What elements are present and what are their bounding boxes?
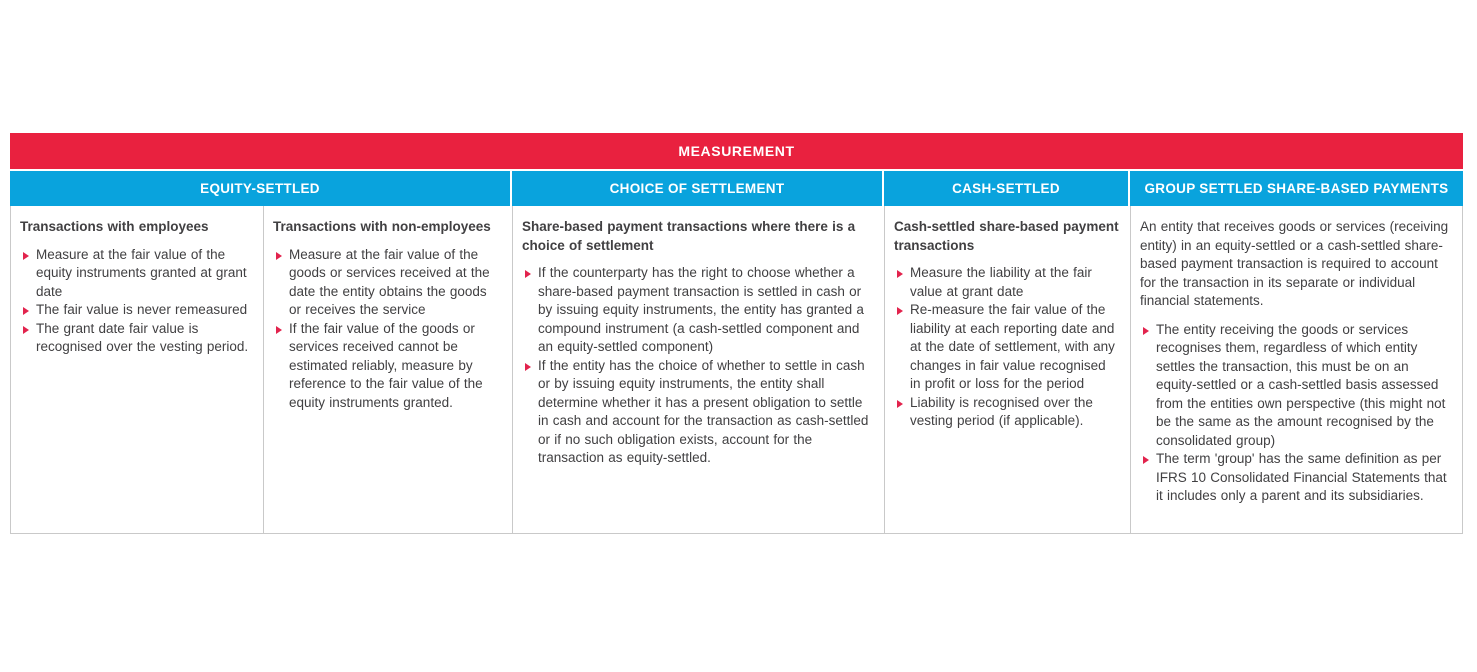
- bullet-triangle-icon: [23, 307, 29, 315]
- bullet-text: Measure at the fair value of the goods or services received at the date the entity obtains the goods or receives the service: [289, 246, 490, 317]
- list-item: [894, 301, 1120, 394]
- bullet-text: The term 'group' has the same definition as per IFRS 10 Consolidated Financial Statements that it includes only a parent and its subsidiaries.: [1156, 451, 1447, 503]
- header-label: CASH-SETTLED: [952, 181, 1060, 196]
- header-label: GROUP SETTLED SHARE-BASED PAYMENTS: [1144, 181, 1449, 196]
- bullet-triangle-icon: [23, 326, 29, 334]
- header-cell-equity-settled: [10, 171, 512, 206]
- list-item: [20, 246, 253, 302]
- bullet-triangle-icon: [897, 307, 903, 315]
- bullet-text: If the entity has the choice of whether to settle in cash or by issuing equity instruments, the entity shall determine whether it has a present obligation to settle in cash and account for the transaction as cash-settled or if no such obligation exists, account for the transaction as equity-settled.: [538, 357, 869, 465]
- cell-heading: Cash-settled share-based payment transactions: [894, 219, 1119, 253]
- bullet-text: If the fair value of the goods or services received cannot be estimated reliably, measure by reference to the fair value of the equity instruments granted.: [289, 320, 483, 410]
- bullet-text: Measure at the fair value of the equity instruments granted at grant date: [36, 246, 247, 299]
- bullet-text: Liability is recognised over the vesting period (if applicable).: [910, 394, 1093, 428]
- bullet-text: Re-measure the fair value of the liability at each reporting date and at the date of settlement, with any changes in fair value recognised in profit or loss for the period: [910, 302, 1115, 391]
- bullet-triangle-icon: [525, 270, 531, 278]
- list-item: [20, 301, 253, 320]
- bullet-text: The entity receiving the goods or services recognises them, regardless of which entity settles the transaction, this must be on an equity-settled or a cash-settled basis assessed from the entities own perspective (this might not be the same as the amount recognised by the consolidated group): [1156, 321, 1446, 448]
- bullet-text: Measure the liability at the fair value at grant date: [910, 265, 1092, 299]
- cell-heading: Transactions with employees: [20, 219, 209, 234]
- header-cell-group-settled: [1130, 171, 1463, 206]
- header-label: EQUITY-SETTLED: [200, 181, 320, 196]
- bullet-triangle-icon: [525, 363, 531, 371]
- category-header-row: [10, 171, 1463, 206]
- cell-group-settled: [1130, 206, 1463, 533]
- bullet-text: The grant date fair value is recognised over the vesting period.: [36, 320, 249, 354]
- cell-transactions-with-employees: [10, 206, 263, 533]
- measurement-title: MEASUREMENT: [678, 143, 795, 159]
- cell-cash-settled: [884, 206, 1130, 533]
- bullet-triangle-icon: [1143, 456, 1149, 464]
- list-item: [894, 264, 1120, 301]
- cell-choice-of-settlement: [512, 206, 884, 533]
- cell-transactions-with-non-employees: [263, 206, 512, 533]
- bullet-text: The fair value is never remeasured: [36, 302, 248, 317]
- measurement-header-bar: [10, 133, 1463, 169]
- list-item: [522, 357, 874, 468]
- list-item: [273, 246, 502, 320]
- bullet-triangle-icon: [276, 252, 282, 260]
- bullet-triangle-icon: [897, 270, 903, 278]
- bullet-triangle-icon: [276, 326, 282, 334]
- list-item: [20, 320, 253, 357]
- cell-heading: Share-based payment transactions where there is a choice of settlement: [522, 219, 856, 253]
- bullet-triangle-icon: [1143, 327, 1149, 335]
- header-cell-choice-of-settlement: [512, 171, 884, 206]
- header-label: CHOICE OF SETTLEMENT: [609, 181, 785, 196]
- list-item: [1140, 450, 1452, 506]
- list-item: [273, 320, 502, 413]
- list-item: [894, 394, 1120, 431]
- list-item: [522, 264, 874, 357]
- content-row: [10, 206, 1463, 534]
- header-cell-cash-settled: [884, 171, 1130, 206]
- list-item: [1140, 321, 1452, 451]
- bullet-triangle-icon: [897, 400, 903, 408]
- cell-heading: Transactions with non-employees: [273, 219, 491, 234]
- bullet-triangle-icon: [23, 252, 29, 260]
- cell-intro-paragraph: An entity that receives goods or services (receiving entity) in an equity-settled or a cash-settled share-based payment transaction is required to account for the transaction in its separate or individual financial statements.: [1140, 219, 1449, 308]
- measurement-table: [10, 133, 1463, 534]
- bullet-text: If the counterparty has the right to choose whether a share-based payment transaction is settled in cash or by issuing equity instruments, the entity has granted a compound instrument (a cash-settled component and an equity-settled component): [538, 265, 864, 354]
